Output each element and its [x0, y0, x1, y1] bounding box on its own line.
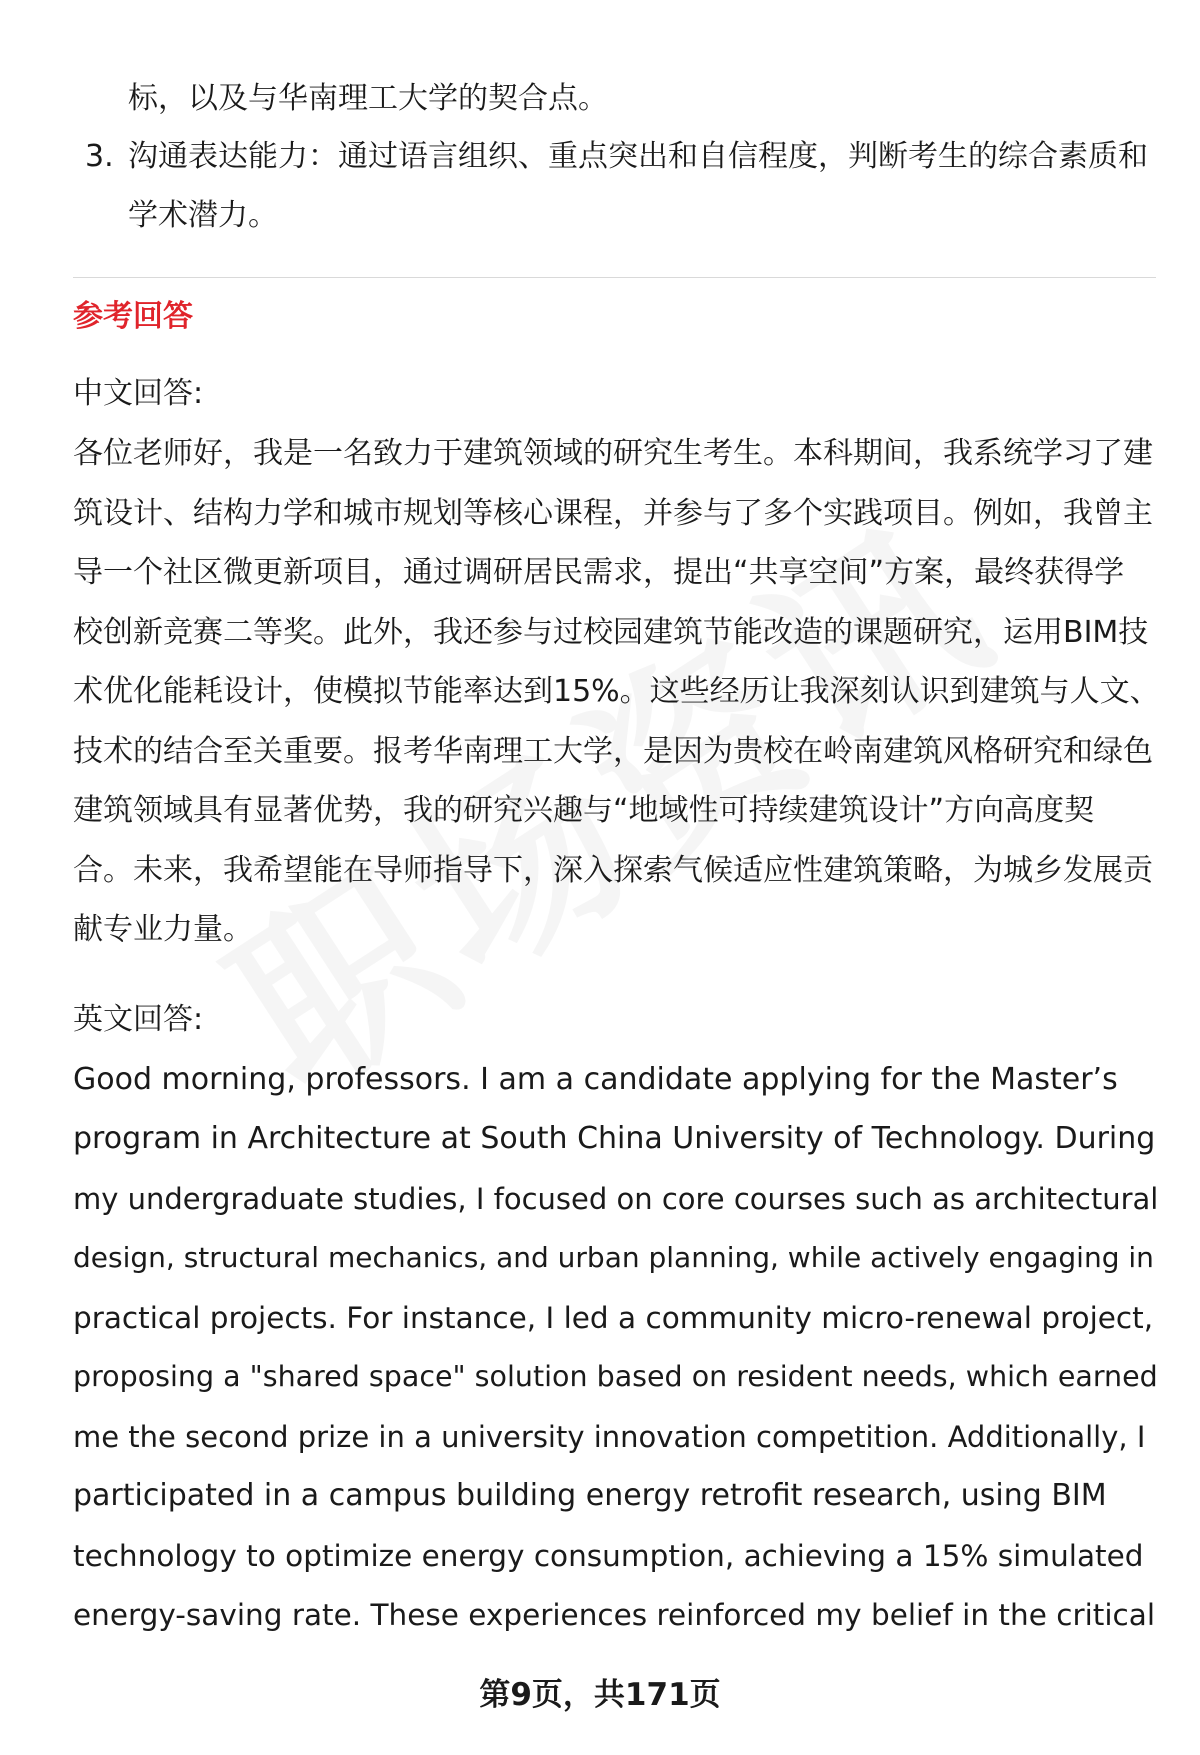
english-answer-line: technology to optimize energy consumption, achieving a 15% simulated: [73, 1539, 1144, 1573]
english-answer-line: practical projects. For instance, I led a community micro-renewal project,: [73, 1301, 1154, 1335]
english-answer-line: my undergraduate studies, I focused on core courses such as architectural: [73, 1182, 1159, 1216]
chinese-answer-line: 术优化能耗设计，使模拟节能率达到15%。这些经历让我深刻认识到建筑与人文、: [73, 674, 1160, 709]
english-answer-line: energy-saving rate. These experiences reinforced my belief in the critical: [73, 1598, 1156, 1632]
chinese-answer-label: 中文回答:: [73, 376, 204, 411]
section-divider: [73, 277, 1156, 278]
chinese-answer-line: 献专业力量。: [73, 912, 253, 947]
list-item-2-continuation: 标，以及与华南理工大学的契合点。: [128, 81, 608, 116]
page-number-footer: 第9页，共171页: [479, 1677, 721, 1713]
section-title: 参考回答: [73, 299, 193, 334]
chinese-answer-line: 建筑领域具有显著优势，我的研究兴趣与“地域性可持续建筑设计”方向高度契: [73, 793, 1095, 828]
english-answer-line: participated in a campus building energy retrofit research, using BIM: [73, 1478, 1107, 1513]
chinese-answer-line: 导一个社区微更新项目，通过调研居民需求，提出“共享空间”方案，最终获得学: [73, 555, 1125, 590]
english-answer-line: proposing a "shared space" solution based on resident needs, which earned: [73, 1360, 1158, 1393]
chinese-answer-line: 技术的结合至关重要。报考华南理工大学，是因为贵校在岭南建筑风格研究和绿色: [73, 734, 1153, 769]
list-item-3-line-2: 学术潜力。: [128, 198, 278, 233]
list-item-3-number: 3.: [85, 139, 114, 174]
list-item-3-line-1: 沟通表达能力：通过语言组织、重点突出和自信程度，判断考生的综合素质和: [128, 139, 1148, 174]
english-answer-line: Good morning, professors. I am a candidate applying for the Master’s: [73, 1062, 1118, 1097]
chinese-answer-line: 校创新竞赛二等奖。此外，我还参与过校园建筑节能改造的课题研究，运用BIM技: [73, 615, 1149, 650]
english-answer-line: program in Architecture at South China University of Technology. During: [73, 1121, 1156, 1156]
chinese-answer-line: 合。未来，我希望能在导师指导下，深入探索气候适应性建筑策略，为城乡发展贡: [73, 853, 1153, 888]
english-answer-line: me the second prize in a university innovation competition. Additionally, I: [73, 1420, 1146, 1454]
chinese-answer-line: 筑设计、结构力学和城市规划等核心课程，并参与了多个实践项目。例如，我曾主: [73, 496, 1153, 531]
english-answer-label: 英文回答:: [73, 1002, 204, 1037]
english-answer-line: design, structural mechanics, and urban planning, while actively engaging in: [73, 1241, 1154, 1274]
chinese-answer-line: 各位老师好，我是一名致力于建筑领域的研究生考生。本科期间，我系统学习了建: [73, 436, 1153, 471]
